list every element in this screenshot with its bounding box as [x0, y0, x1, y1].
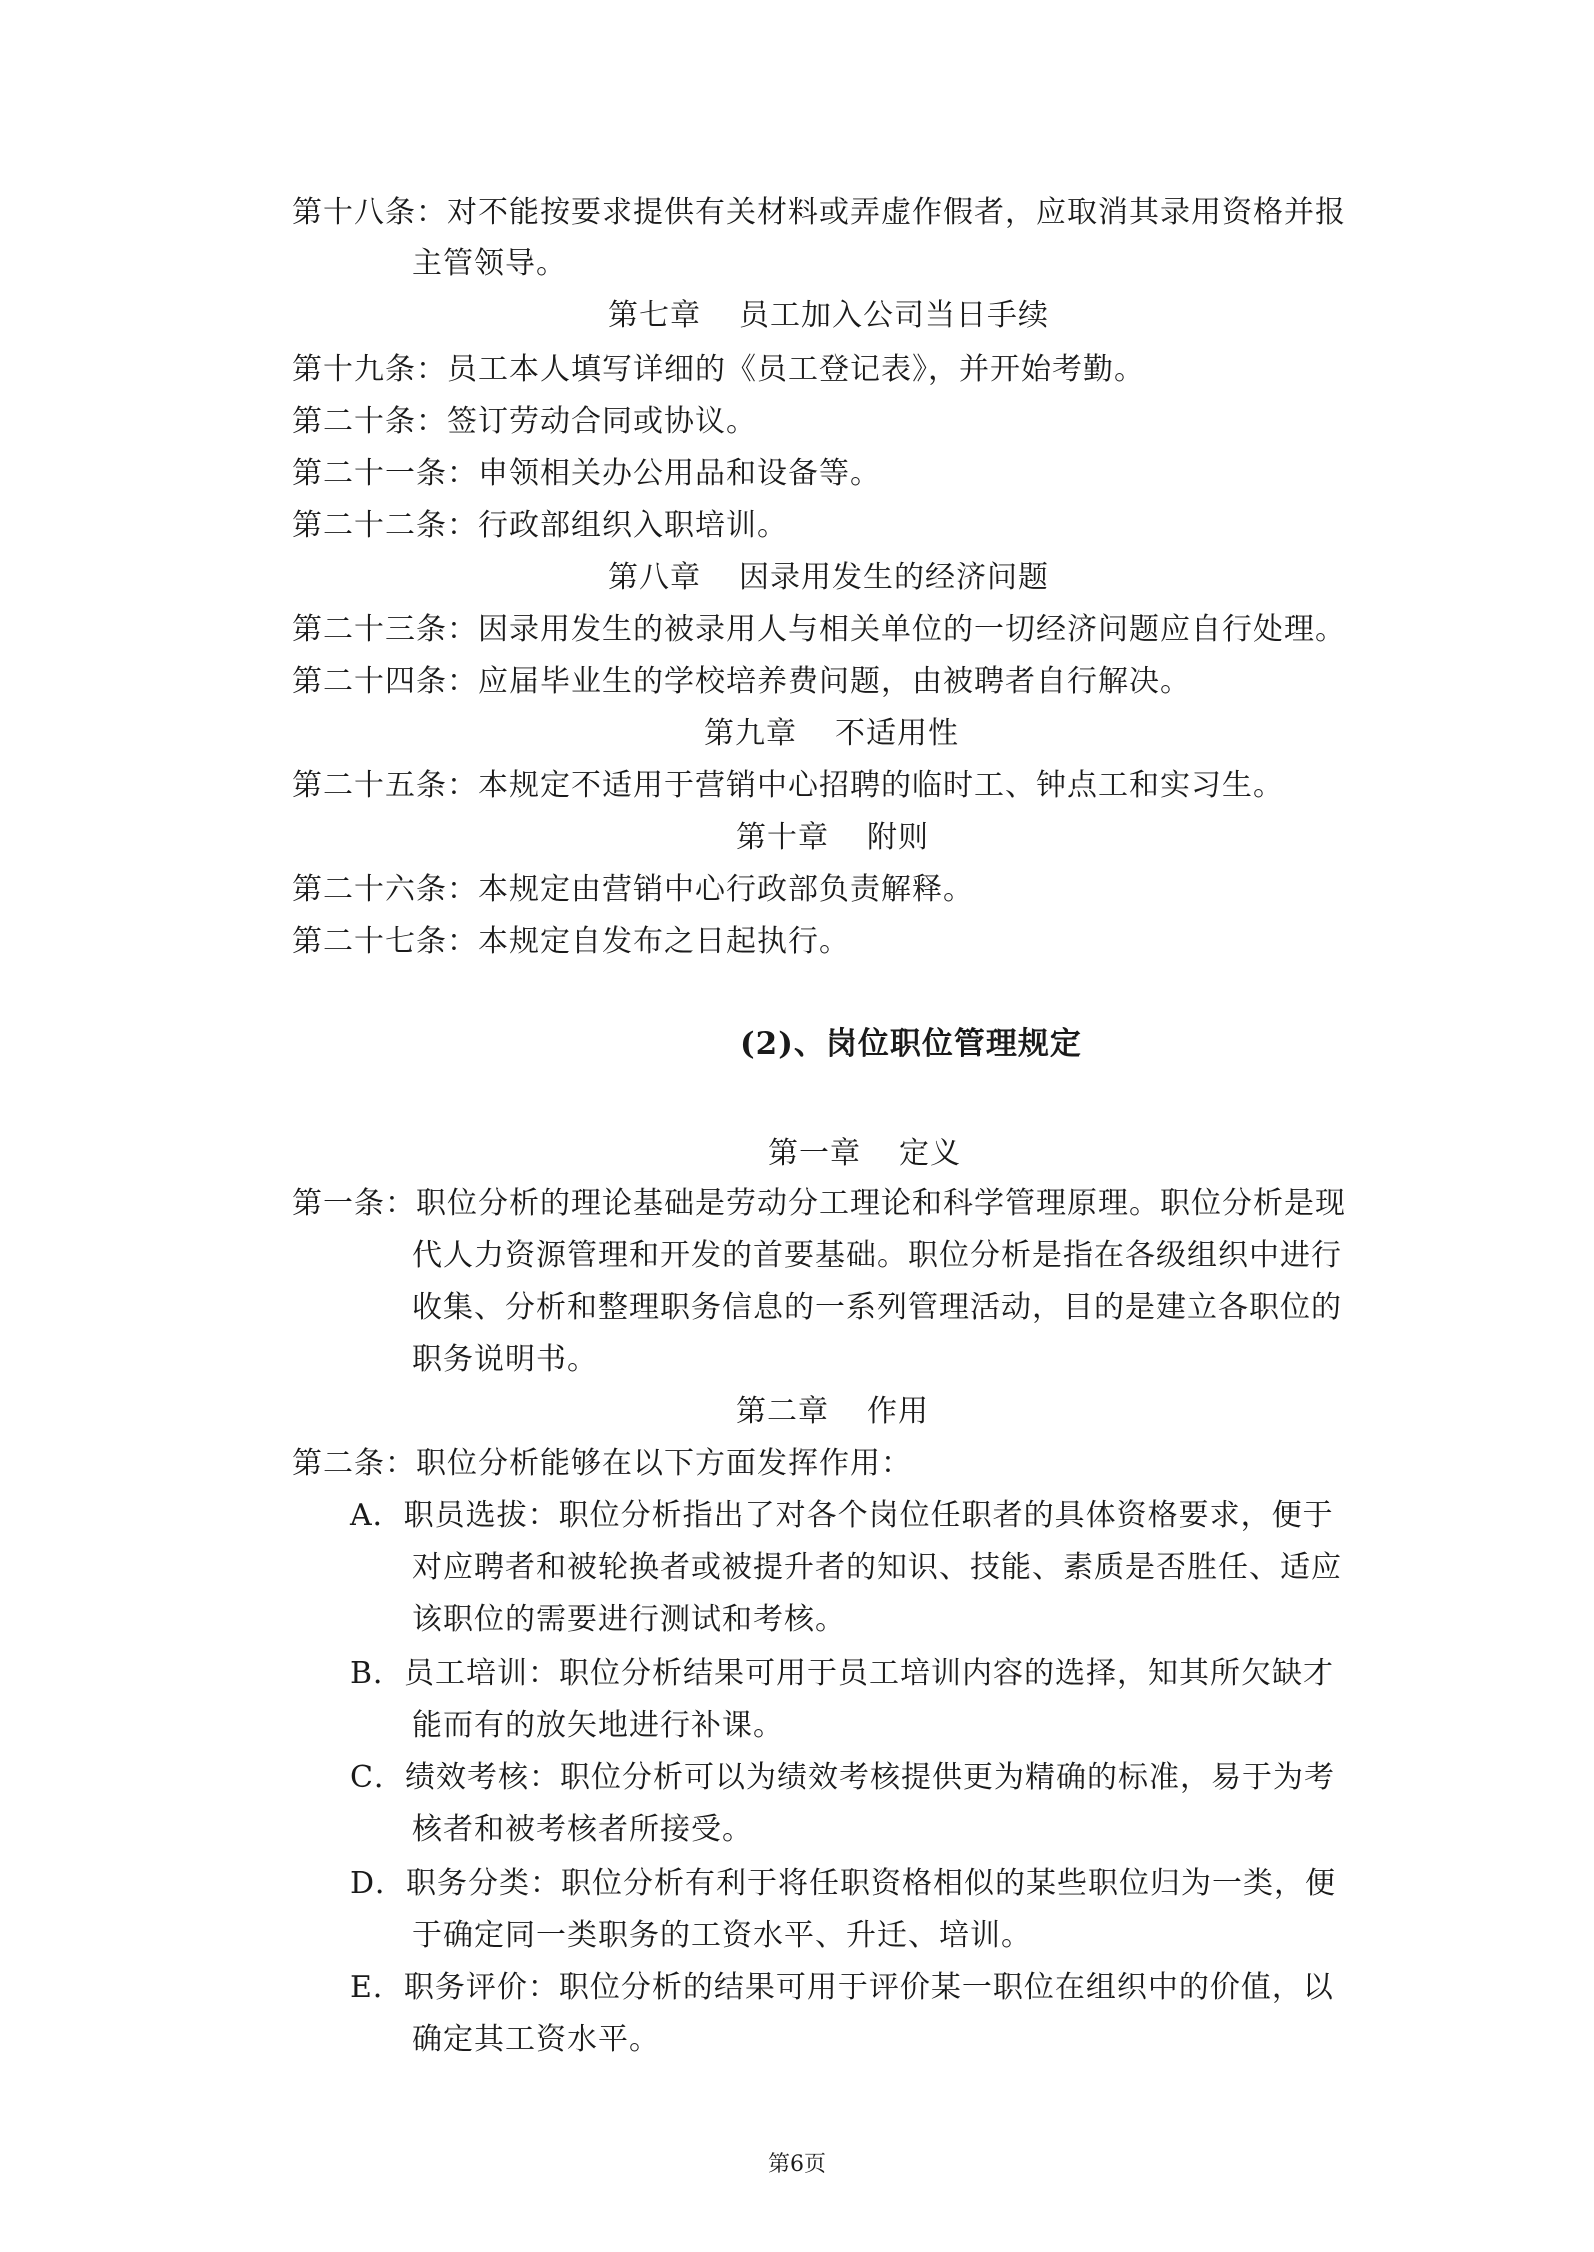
- article-26: 第二十六条：本规定由营销中心行政部负责解释。: [292, 872, 974, 907]
- item-c-line-1: C．绩效考核：职位分析可以为绩效考核提供更为精确的标准，易于为考: [350, 1760, 1335, 1795]
- article-20: 第二十条：签订劳动合同或协议。: [292, 404, 757, 439]
- chapter-8-number: 第八章: [608, 560, 701, 595]
- article-18-line-1: 第十八条：对不能按要求提供有关材料或弄虚作假者，应取消其录用资格并报: [292, 195, 1346, 230]
- chapter-8-title: 因录用发生的经济问题: [739, 560, 1049, 595]
- item-e-line-1: E．职务评价：职位分析的结果可用于评价某一职位在组织中的价值，以: [350, 1970, 1334, 2005]
- item-d-line-1: D．职务分类：职位分析有利于将任职资格相似的某些职位归为一类，便: [350, 1866, 1337, 1901]
- article-1-line-4: 职务说明书。: [412, 1342, 598, 1377]
- chapter-9-number: 第九章: [704, 716, 797, 751]
- chapter-7-title: 员工加入公司当日手续: [739, 298, 1049, 333]
- chapter-7-number: 第七章: [608, 298, 701, 333]
- article-18-line-2: 主管领导。: [412, 246, 567, 281]
- item-a-line-2: 对应聘者和被轮换者或被提升者的知识、技能、素质是否胜任、适应: [412, 1550, 1342, 1585]
- item-b-line-1: B．员工培训：职位分析结果可用于员工培训内容的选择，知其所欠缺才: [350, 1656, 1335, 1691]
- chapter-2-title: 作用: [867, 1394, 929, 1429]
- chapter-1-title: 定义: [899, 1136, 961, 1171]
- chapter-1-number: 第一章: [768, 1136, 861, 1171]
- article-1-line-2: 代人力资源管理和开发的首要基础。职位分析是指在各级组织中进行: [412, 1238, 1342, 1273]
- item-a-line-1: A．职员选拔：职位分析指出了对各个岗位任职者的具体资格要求，便于: [350, 1498, 1334, 1533]
- article-19: 第十九条：员工本人填写详细的《员工登记表》，并开始考勤。: [292, 352, 1145, 387]
- article-1-line-3: 收集、分析和整理职务信息的一系列管理活动，目的是建立各职位的: [412, 1290, 1342, 1325]
- item-d-line-2: 于确定同一类职务的工资水平、升迁、培训。: [412, 1918, 1032, 1953]
- chapter-10-heading: [736, 818, 929, 858]
- article-21: 第二十一条：申领相关办公用品和设备等。: [292, 456, 881, 491]
- chapter-2-heading: [736, 1392, 929, 1432]
- chapter-1-heading: [768, 1134, 961, 1174]
- page-number: 第6页: [768, 2152, 826, 2177]
- article-27: 第二十七条：本规定自发布之日起执行。: [292, 924, 850, 959]
- section-title: (2)、岗位职位管理规定: [740, 1026, 1082, 1062]
- chapter-10-number: 第十章: [736, 820, 829, 855]
- item-a-line-3: 该职位的需要进行测试和考核。: [412, 1602, 846, 1637]
- article-25: 第二十五条：本规定不适用于营销中心招聘的临时工、钟点工和实习生。: [292, 768, 1284, 803]
- chapter-8-heading: [608, 558, 1049, 598]
- chapter-9-title: 不适用性: [835, 716, 959, 751]
- chapter-9-heading: [704, 714, 959, 754]
- article-24: 第二十四条：应届毕业生的学校培养费问题，由被聘者自行解决。: [292, 664, 1191, 699]
- chapter-7-heading: [608, 296, 1049, 336]
- article-2: 第二条：职位分析能够在以下方面发挥作用：: [292, 1446, 912, 1481]
- chapter-2-number: 第二章: [736, 1394, 829, 1429]
- item-c-line-2: 核者和被考核者所接受。: [412, 1812, 753, 1847]
- article-22: 第二十二条：行政部组织入职培训。: [292, 508, 788, 543]
- article-1-line-1: 第一条：职位分析的理论基础是劳动分工理论和科学管理原理。职位分析是现: [292, 1186, 1346, 1221]
- article-23: 第二十三条：因录用发生的被录用人与相关单位的一切经济问题应自行处理。: [292, 612, 1346, 647]
- item-b-line-2: 能而有的放矢地进行补课。: [412, 1708, 784, 1743]
- chapter-10-title: 附则: [867, 820, 929, 855]
- item-e-line-2: 确定其工资水平。: [412, 2022, 660, 2057]
